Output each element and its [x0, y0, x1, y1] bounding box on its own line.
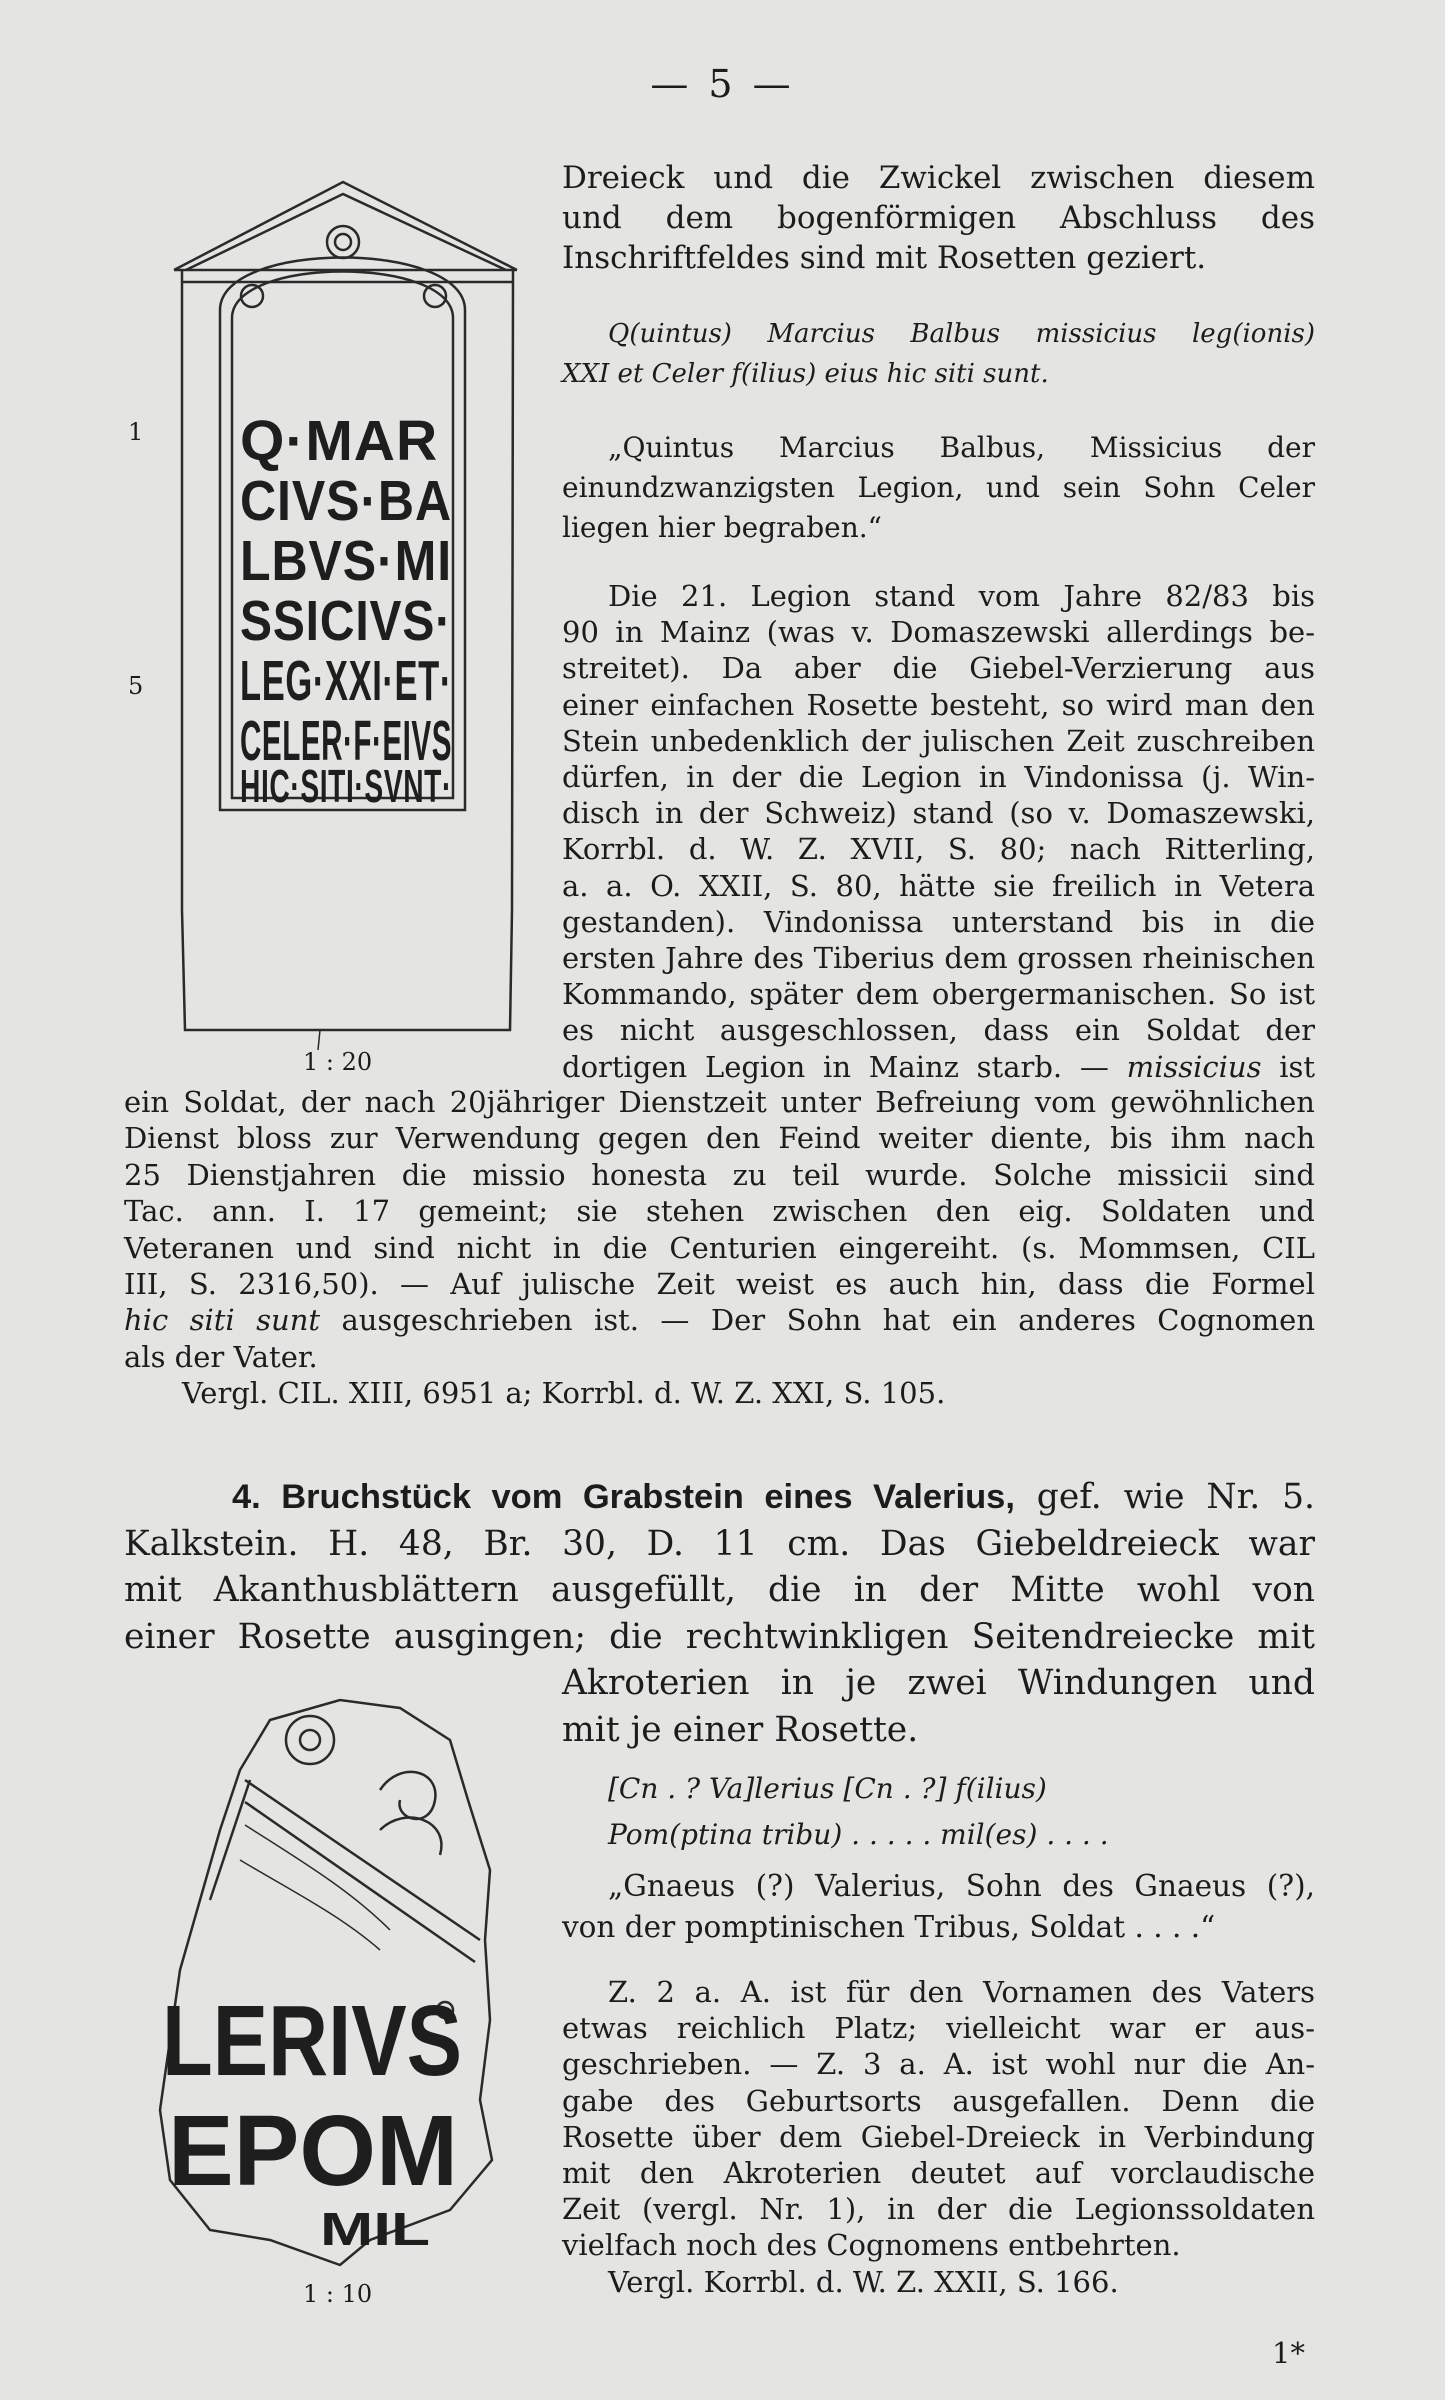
section-4: 4. Bruchstück vom Grabstein eines Valerius, gef. wie Nr. 5. Kalkstein. H. 48, Br. 30, D. 11 cm. Das Giebeldreieck war mit Akanthusblättern ausgefüllt, die in der Mitte wohl von einer Rosette ausgingen; die rechtwinkligen Seitendreiecke mit — [124, 1477, 1315, 1657]
section-4-desc-right: Akroterien in je zwei Windungen und mit je einer Rosette. — [562, 1663, 1315, 1750]
stone-line-3: LBVS·MI — [240, 529, 452, 593]
stone-line-5: LEG·XXI·ET· — [240, 649, 452, 713]
fragment-line-1: LERIVS — [162, 1985, 462, 2097]
commentary-2: Z. 2 a. A. ist für den Vornamen des Vaters etwas reichlich Platz; vielleicht war er aus- geschrieben. — Z. 3 a. A. ist wohl nur die An- gabe des Geburtsorts ausgefallen. Denn die Rosette über dem Giebel-Dreieck in Verbindung mit den Akroterien deutet auf vorclaudische Zeit (vergl. Nr. 1), in der die Legionssoldaten vielfach noch des Cognomens entbehrten. Vergl. Korrbl. d. W. Z. XXII, S. 166. — [562, 1975, 1315, 2299]
acroterion-volute — [380, 1772, 435, 1819]
fragment-line-2: EPOM — [168, 2095, 458, 2207]
translation-2: „Gnaeus (?) Valerius, Sohn des Gnaeus (?), von der pomptinischen Tribus, Soldat . . . .“ — [562, 1869, 1315, 1944]
stone-line-2: CIVS·BA — [240, 469, 452, 533]
stone-line-7: HIC·SITI·SVNT· — [240, 760, 452, 812]
fragment-line-3: MIL — [320, 2203, 430, 2255]
page-number: — 5 — — [650, 62, 795, 106]
latin-reading-2: [Cn . ? Va]lerius [Cn . ?] f(ilius) Pom(ptina tribu) . . . . . mil(es) . . . . — [608, 1772, 1109, 1851]
translation-1: „Quintus Marcius Balbus, Missicius der einundzwanzigsten Legion, und sein Sohn Celer liegen hier begraben.“ — [562, 431, 1315, 544]
commentary-1: Die 21. Legion stand vom Jahre 82/83 bis 90 in Mainz (was v. Domaszewski allerdings be- streitet). Da aber die Giebel-Verzierung aus einer einfachen Rosette besteht, so wird man den Stein unbedenklich der julischen Zeit zuschreiben dürfen, in der die Legion in Vindonissa (j. Win- disch in der Schweiz) stand (so v. Domaszewski, Korrbl. d. W. Z. XVII, S. 80; nach Ritterling, a. a. O. XXII, S. 80, hätte sie freilich in Vetera gestanden). Vindonissa unterstand bis in die ersten Jahre des Tiberius dem grossen rheinischen Kommando, später dem obergermanischen. So ist es nicht ausgeschlossen, dass ein Soldat der dortigen Legion in Mainz starb. — missicius ist — [562, 579, 1316, 1084]
gravestone-drawing-marcius — [160, 170, 530, 1060]
scale-label-1-20: 1 : 20 — [303, 1048, 373, 1076]
line-number-5: 5 — [128, 672, 144, 700]
scale-label-1-10: 1 : 10 — [303, 2280, 373, 2308]
commentary-full-width: ein Soldat, der nach 20jähriger Dienstzeit unter Befreiung vom gewöhnlichen Dienst bloss zur Verwendung gegen den Feind weiter diente, bis ihm nach 25 Dienstjahren die missio honesta zu teil wurde. Solche missicii sind Tac. ann. I. 17 gemeint; sie stehen zwischen den eig. Soldaten und Veteranen und sind nicht in die Centurien eingereiht. (s. Mommsen, CIL III, S. 2316,50). — Auf julische Zeit weist es auch hin, dass die Formel hic siti sunt ausgeschrieben ist. — Der Sohn hat ein anderes Cognomen als der Vater. Vergl. CIL. XIII, 6951 a; Korrbl. d. W. Z. XXI, S. 105. — [124, 1085, 1315, 1411]
gravestone-fragment-valerius — [150, 1680, 550, 2280]
fragment-rosette — [286, 1716, 334, 1764]
stone-line-6: CELER·F·EIVS — [240, 709, 452, 773]
intro-paragraph: Dreieck und die Zwickel zwischen diesem und dem bogenförmigen Abschluss des Inschriftfeldes sind mit Rosetten geziert. — [562, 160, 1315, 276]
stone-line-4: SSICIVS· — [240, 589, 452, 653]
stone-line-1: Q·MAR — [240, 409, 439, 473]
section-heading: 4. Bruchstück vom Grabstein eines Valerius, — [232, 1478, 1015, 1516]
line-number-1: 1 — [128, 418, 144, 446]
latin-reading-1: Q(uintus) Marcius Balbus missicius leg(ionis) XXI et Celer f(ilius) eius hic siti sunt. — [562, 319, 1315, 389]
pediment-rosette — [327, 226, 359, 258]
signature-mark: 1* — [1272, 2336, 1305, 2370]
